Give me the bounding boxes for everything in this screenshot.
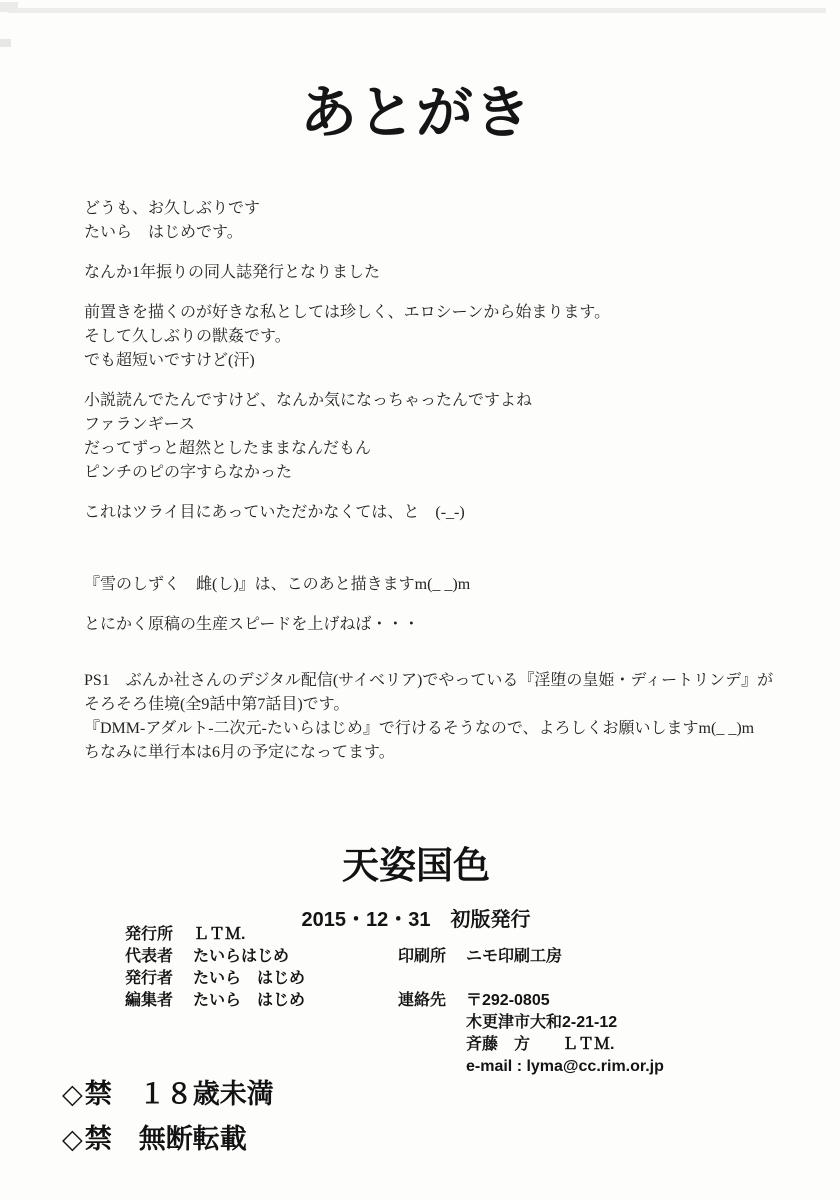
body-line: でも超短いですけど(汗)	[84, 352, 255, 369]
page-title: あとがき	[300, 81, 532, 145]
colophon-value: ＬＴＭ.	[193, 926, 246, 943]
notice-text: 禁 １８歳未満	[84, 1079, 274, 1109]
body-line: ピンチのピの字すらなかった	[84, 464, 293, 481]
colophon-value: たいら はじめ	[193, 992, 306, 1009]
colophon-row-editor	[125, 990, 305, 1012]
colophon-label: 連絡先	[398, 992, 447, 1009]
notice-no-reproduction	[62, 1123, 274, 1155]
colophon-label: 発行所	[125, 926, 174, 943]
contact-line-address: 木更津市大和2-21-12	[466, 1014, 618, 1031]
colophon-label: 発行者	[125, 970, 174, 987]
colophon-value: ニモ印刷工房	[466, 948, 563, 965]
contact-address-block	[466, 990, 664, 1078]
contact-line-postal: 〒292-0805	[466, 992, 550, 1009]
body-line: PS1 ぶんか社さんのデジタル配信(サイベリア)でやっている『淫堕の皇姫・ディートリンデ』が	[84, 672, 774, 689]
body-line: とにかく原稿の生産スピードを上げねば・・・	[84, 616, 420, 633]
colophon-row-printer	[398, 946, 664, 968]
body-paragraph	[84, 613, 784, 637]
body-line: そして久しぶりの獣姦です。	[84, 328, 291, 345]
diamond-icon: ◇	[62, 1079, 83, 1109]
body-line: 小説読んでたんですけど、なんか気になっちゃったんですよね	[84, 392, 533, 409]
afterword-body	[84, 197, 784, 781]
body-line: ファランギース	[84, 416, 195, 433]
body-line: 『DMM-アダルト-二次元-たいらはじめ』で行けるそうなので、よろしくお願いしますm(_ _)m	[84, 720, 755, 737]
body-paragraph	[84, 573, 784, 597]
colophon-row-contact	[398, 990, 664, 1078]
body-line: これはツライ目にあっていただかなくては、と (-_-)	[84, 504, 465, 521]
body-line: だってずっと超然としたままなんだもん	[84, 440, 372, 457]
body-paragraph	[84, 389, 784, 485]
colophon-row-issuer	[125, 968, 305, 990]
body-paragraph	[84, 501, 784, 525]
notice-text: 禁 無断転載	[84, 1124, 247, 1155]
restriction-notices	[62, 1078, 274, 1169]
colophon-label: 代表者	[125, 948, 174, 965]
colophon-right-column	[398, 946, 664, 1078]
body-line: 前置きを描くのが好きな私としては珍しく、エロシーンから始まります。	[84, 304, 611, 321]
body-line: 『雪のしずく 雌(し)』は、このあと描きますm(_ _)m	[84, 576, 471, 593]
diamond-icon: ◇	[62, 1124, 83, 1155]
scan-artifact-speck	[0, 2, 18, 12]
colophon-value: たいらはじめ	[193, 948, 290, 965]
scan-artifact-speck	[0, 39, 11, 47]
contact-line-careof: 斉藤 方 ＬＴＭ.	[466, 1036, 615, 1053]
notice-age-restriction	[62, 1078, 274, 1110]
body-line: たいら はじめです。	[84, 224, 243, 241]
colophon-left-column	[125, 924, 305, 1012]
body-line: なんか1年振りの同人誌発行となりました	[84, 264, 381, 281]
body-line: ちなみに単行本は6月の予定になってます。	[84, 744, 395, 761]
book-title: 天姿国色	[342, 845, 490, 886]
contact-line-email: e-mail : lyma@cc.rim.or.jp	[466, 1058, 664, 1075]
colophon-row-publisher	[125, 924, 305, 946]
body-paragraph	[84, 669, 784, 765]
scan-artifact-band	[8, 8, 826, 13]
colophon-value: たいら はじめ	[193, 970, 306, 987]
body-line: そろそろ佳境(全9話中第7話目)です。	[84, 696, 350, 713]
body-paragraph	[84, 197, 784, 245]
body-paragraph	[84, 301, 784, 373]
edition-date: 2015・12・31 初版発行	[301, 909, 531, 931]
colophon-label: 印刷所	[398, 948, 447, 965]
colophon-row-representative	[125, 946, 305, 968]
colophon-label: 編集者	[125, 992, 174, 1009]
body-line: どうも、お久しぶりです	[84, 200, 261, 217]
body-paragraph	[84, 261, 784, 285]
